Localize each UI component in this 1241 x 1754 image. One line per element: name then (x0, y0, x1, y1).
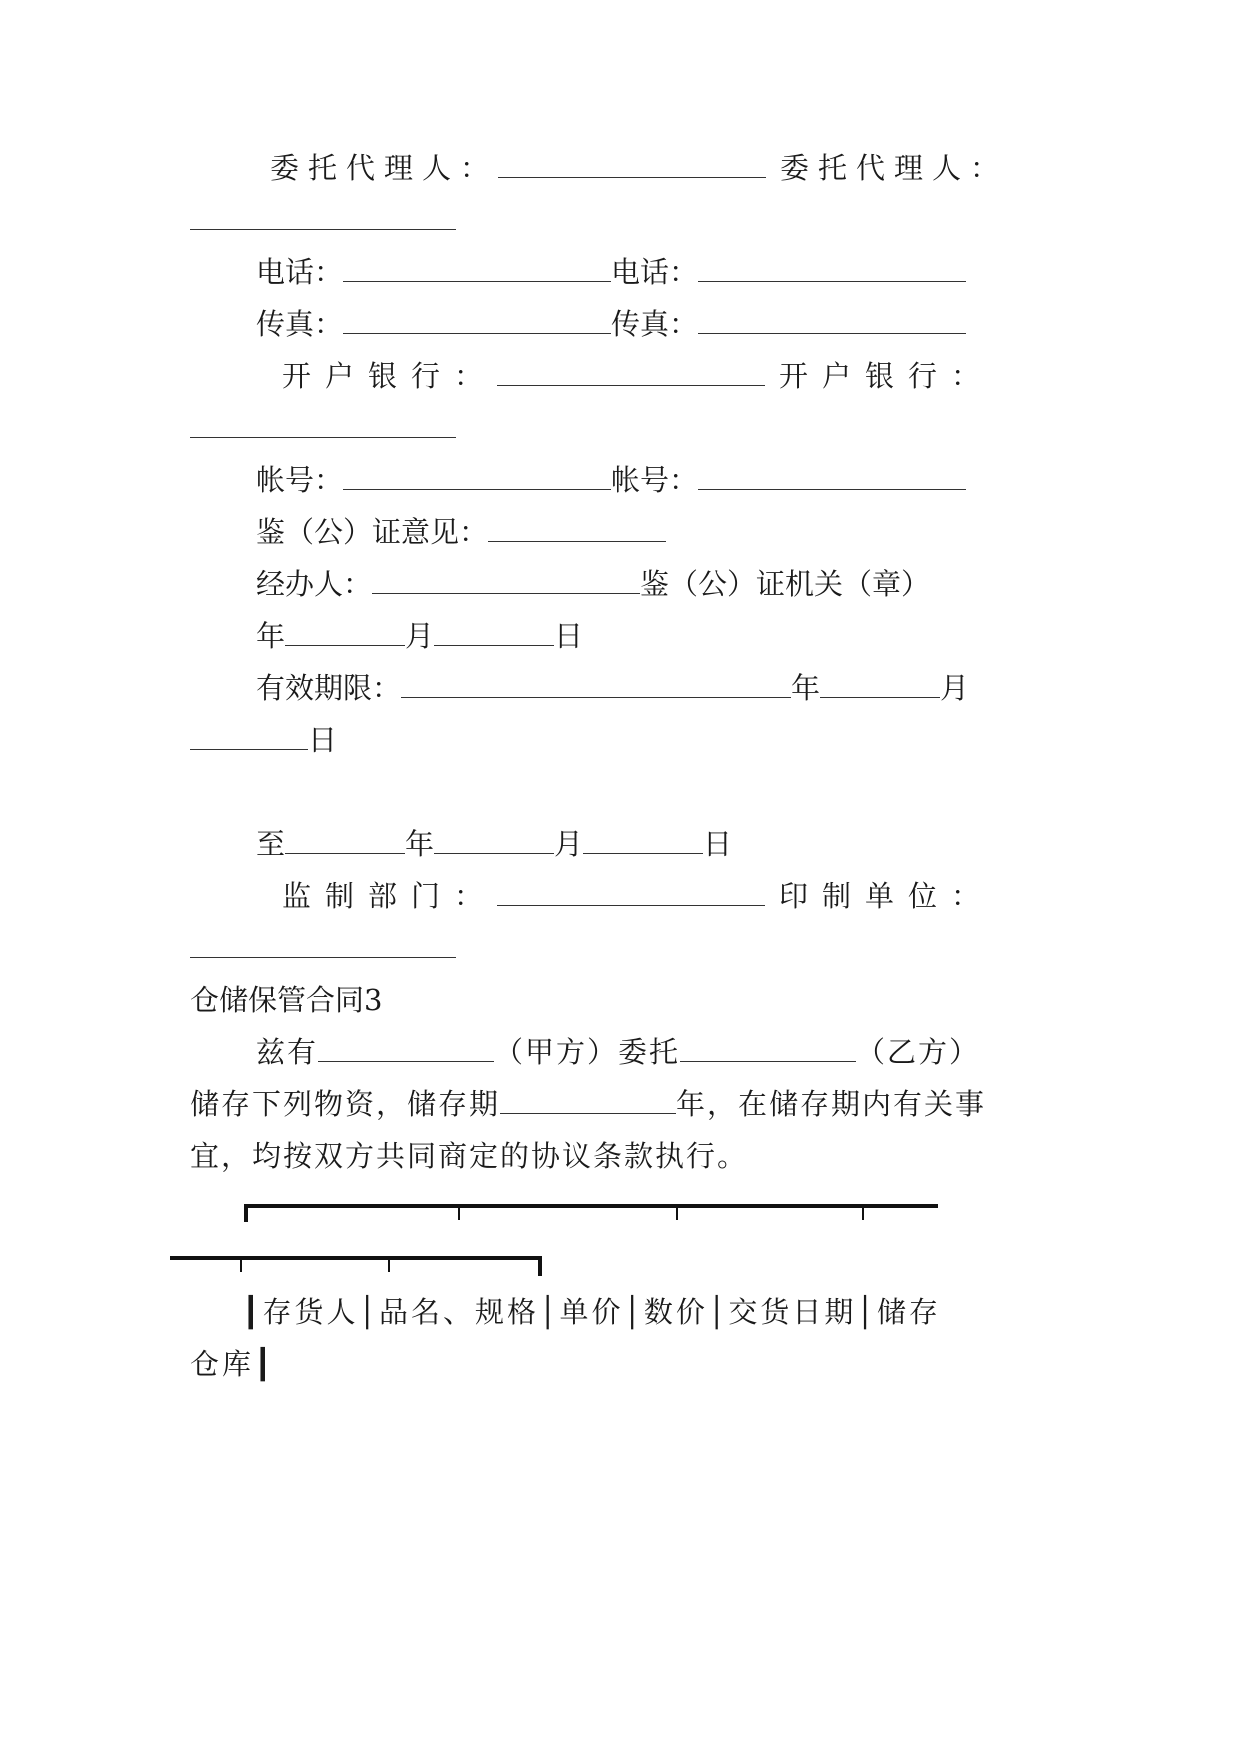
until-blank-3[interactable] (583, 827, 703, 854)
date-line (190, 616, 1116, 656)
table-header-cell: 存货人 (262, 1295, 359, 1329)
supervision-line (190, 876, 1142, 916)
table-header-cell: 数价 (643, 1295, 708, 1329)
table-header-cell: 交货日期 (728, 1295, 857, 1329)
notary-opinion-label: 鉴（公）证意见： (256, 515, 489, 549)
agent-line-wrap (190, 200, 1050, 240)
bank-line (190, 356, 1142, 396)
phone-blank-a[interactable] (343, 255, 611, 282)
table-header-row: ┃存货人│品名、规格│单价│数价│交货日期│储存 (242, 1295, 941, 1329)
table-header-row-wrap: 仓库┃ (190, 1347, 275, 1381)
account-label-a: 帐号： (256, 463, 344, 497)
fax-line (190, 304, 1116, 344)
notary-opinion-blank[interactable] (488, 515, 666, 542)
bank-blank-a[interactable] (497, 359, 765, 386)
validity-line-wrap (190, 720, 1050, 760)
table-header-cell: 单价 (559, 1295, 624, 1329)
phone-label-a: 电话： (256, 255, 344, 289)
bank-line-wrap (190, 408, 1050, 448)
fax-label-a: 传真： (256, 307, 344, 341)
validity-month-blank[interactable] (190, 723, 308, 750)
fax-blank-a[interactable] (343, 307, 611, 334)
fax-label-b: 传真： (611, 307, 699, 341)
intro-p1-a: 兹有 (256, 1035, 319, 1069)
date-month: 月 (405, 619, 435, 653)
until-month: 月 (554, 827, 584, 861)
party-a-blank[interactable] (318, 1035, 494, 1062)
account-blank-a[interactable] (343, 463, 611, 490)
validity-line (190, 668, 1116, 708)
intro-p1-b: （甲方）委托 (494, 1035, 681, 1069)
handler-blank[interactable] (372, 567, 640, 594)
bank-label-b: 开户银行： (779, 359, 995, 393)
intro-p2-b: 年，在储存期内有关事 (676, 1087, 987, 1121)
intro-p1-c: （乙方） (856, 1035, 981, 1069)
section-title: 仓储保管合同3 (190, 983, 383, 1017)
until-prefix: 至 (256, 827, 286, 861)
bank-blank-b[interactable] (190, 411, 456, 438)
agent-blank-b[interactable] (190, 203, 456, 230)
supervision-label-b: 印制单位： (779, 879, 995, 913)
phone-label-b: 电话： (611, 255, 699, 289)
phone-line (190, 252, 1116, 292)
table-header-cell: 仓库 (190, 1347, 255, 1381)
agent-label-b: 委托代理人： (780, 151, 1009, 185)
phone-blank-b[interactable] (698, 255, 966, 282)
party-b-blank[interactable] (680, 1035, 856, 1062)
supervision-blank-b[interactable] (190, 931, 456, 958)
bank-label-a: 开户银行： (282, 359, 498, 393)
validity-month: 月 (940, 671, 970, 705)
until-blank-2[interactable] (434, 827, 554, 854)
handler-label: 经办人： (256, 567, 373, 601)
agent-line (190, 148, 1130, 188)
account-line (190, 460, 1116, 500)
intro-line-3: 宜，均按双方共同商定的协议条款执行。 (190, 1139, 749, 1173)
supervision-line-wrap (190, 928, 1050, 968)
validity-label: 有效期限： (256, 671, 402, 705)
table-header-cell: 品名、规格 (378, 1295, 539, 1329)
validity-year-blank[interactable] (820, 671, 940, 698)
notary-opinion-line (190, 512, 1116, 552)
intro-line-1 (190, 1032, 1116, 1072)
until-year: 年 (405, 827, 435, 861)
authority-label: 鉴（公）证机关（章） (640, 567, 931, 601)
validity-blank[interactable] (401, 671, 791, 698)
account-label-b: 帐号： (611, 463, 699, 497)
table-header-cell: 储存 (876, 1295, 941, 1329)
handler-line (190, 564, 1116, 604)
agent-blank-a[interactable] (498, 151, 766, 178)
supervision-label-a: 监制部门： (282, 879, 498, 913)
account-blank-b[interactable] (698, 463, 966, 490)
date-year-blank[interactable] (285, 619, 405, 646)
validity-year: 年 (791, 671, 821, 705)
until-blank-1[interactable] (285, 827, 405, 854)
intro-p2-a: 储存下列物资，储存期 (190, 1087, 501, 1121)
until-day: 日 (703, 827, 733, 861)
agent-label-a: 委托代理人： (270, 151, 499, 185)
date-month-blank[interactable] (434, 619, 554, 646)
storage-period-blank[interactable] (500, 1087, 676, 1114)
until-line (190, 824, 1116, 864)
date-year: 年 (256, 619, 286, 653)
supervision-blank-a[interactable] (497, 879, 765, 906)
validity-day: 日 (308, 723, 338, 757)
intro-line-2 (190, 1084, 1050, 1124)
fax-blank-b[interactable] (698, 307, 966, 334)
date-day: 日 (554, 619, 584, 653)
